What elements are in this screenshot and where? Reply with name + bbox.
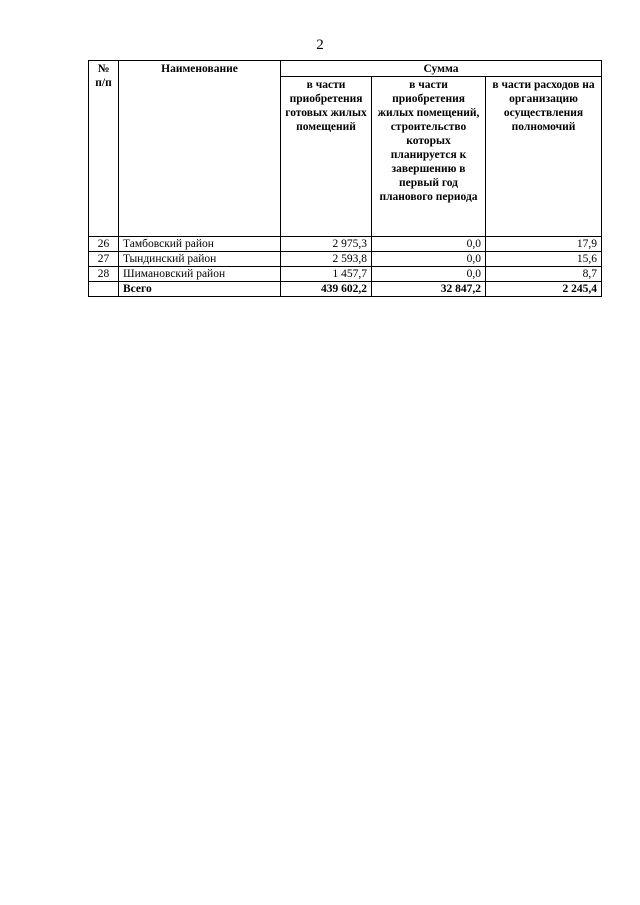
row-value-ready-housing: 1 457,7 [281,267,372,282]
total-num-cell [89,282,119,297]
total-value-administration: 2 245,4 [486,282,602,297]
row-name: Шимановский район [119,267,281,282]
table-row [89,252,602,267]
row-value-administration: 17,9 [486,237,602,252]
page-number: 2 [316,37,324,53]
header-name: Наименование [119,61,281,237]
total-row [89,282,602,297]
row-value-construction: 0,0 [372,252,486,267]
header-row-top [89,61,602,77]
header-sub-construction: в части приобретения жилых помещений, строительство которых планируется к завершению в первый год планового периода [372,77,486,237]
total-value-construction: 32 847,2 [372,282,486,297]
row-value-construction: 0,0 [372,237,486,252]
header-sub-administration: в части расходов на организацию осуществления полномочий [486,77,602,237]
row-num: 28 [89,267,119,282]
header-sub-ready-housing: в части приобретения готовых жилых помещений [281,77,372,237]
row-name: Тамбовский район [119,237,281,252]
row-num: 26 [89,237,119,252]
row-value-ready-housing: 2 975,3 [281,237,372,252]
table-row [89,237,602,252]
row-name: Тындинский район [119,252,281,267]
table-row [89,267,602,282]
header-num: № п/п [89,61,119,237]
header-sum: Сумма [281,61,602,77]
budget-table [88,60,602,297]
row-num: 27 [89,252,119,267]
row-value-ready-housing: 2 593,8 [281,252,372,267]
row-value-administration: 8,7 [486,267,602,282]
total-label: Всего [119,282,281,297]
row-value-construction: 0,0 [372,267,486,282]
total-value-ready-housing: 439 602,2 [281,282,372,297]
row-value-administration: 15,6 [486,252,602,267]
